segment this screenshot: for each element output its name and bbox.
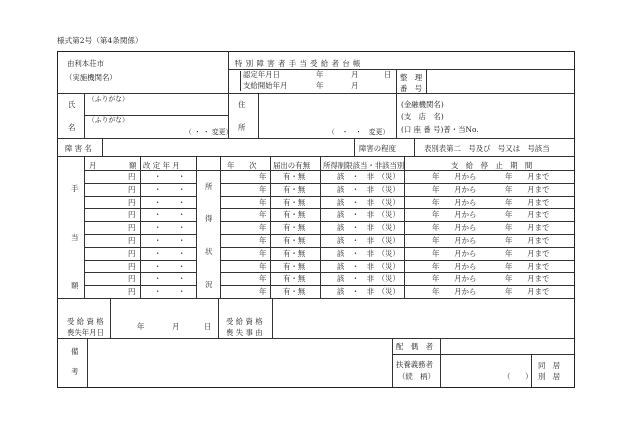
- income-report-value: 有・無: [283, 210, 306, 219]
- income-limit-value: 該 ・ 非 （災）: [337, 210, 400, 219]
- allowance-yen: 円: [128, 274, 136, 283]
- cohabit-label: 同 居: [538, 361, 561, 370]
- income-report-value: 有・無: [283, 262, 306, 271]
- rule-horizontal: [84, 221, 196, 222]
- revision-dot-1: ・: [154, 274, 162, 283]
- income-limit-value: 該 ・ 非 （災）: [337, 236, 400, 245]
- income-year-unit: 年: [259, 185, 267, 194]
- name-label-1: 氏: [68, 100, 76, 109]
- revision-dot-2: ・: [178, 210, 186, 219]
- income-side-1: 所: [205, 182, 213, 191]
- suspension-from: 年 月から: [432, 236, 477, 245]
- revision-dot-2: ・: [178, 236, 186, 245]
- name-change: （ ・ ・ 変更）: [185, 128, 233, 136]
- income-year-unit: 年: [259, 249, 267, 258]
- income-year-unit: 年: [259, 262, 267, 271]
- rule-horizontal: [220, 196, 574, 197]
- rule-vertical: [110, 298, 111, 338]
- payment-month: 月: [351, 81, 359, 90]
- furigana-1: （ふりがな）: [88, 95, 129, 103]
- allowance-yen: 円: [128, 249, 136, 258]
- suspension-from: 年 月から: [432, 223, 477, 232]
- allowance-yen: 円: [128, 223, 136, 232]
- col-amount-label: 額: [129, 161, 137, 170]
- rule-vertical: [87, 338, 88, 387]
- income-limit-value: 該 ・ 非 （災）: [337, 262, 400, 271]
- cert-day: 日: [384, 70, 392, 79]
- allowance-side-3: 額: [71, 281, 79, 290]
- loss-month: 月: [172, 322, 180, 331]
- rule-vertical: [228, 51, 229, 93]
- income-report-value: 有・無: [283, 287, 306, 296]
- number-label-2: 番 号: [400, 84, 423, 93]
- income-side-3: 状: [205, 247, 213, 256]
- rule-horizontal: [57, 298, 574, 299]
- cert-month: 月: [351, 70, 359, 79]
- rule-horizontal: [392, 354, 574, 355]
- revision-dot-1: ・: [154, 172, 162, 181]
- rule-horizontal: [84, 208, 196, 209]
- loss-label-2: 喪失年月日: [67, 328, 104, 337]
- suspension-to: 年 月まで: [505, 274, 550, 283]
- income-side-2: 得: [205, 214, 213, 223]
- rule-horizontal: [57, 93, 574, 94]
- income-limit-value: 該 ・ 非 （災）: [337, 287, 400, 296]
- income-year-unit: 年: [259, 274, 267, 283]
- income-report-value: 有・無: [283, 249, 306, 258]
- allowance-yen: 円: [128, 287, 136, 296]
- revision-dot-2: ・: [178, 185, 186, 194]
- rule-horizontal: [84, 247, 196, 248]
- col-year-label: 年 次: [227, 161, 257, 170]
- rule-vertical: [270, 156, 271, 298]
- address-change: （ ・ ・ 変更）: [328, 128, 390, 136]
- revision-dot-2: ・: [178, 287, 186, 296]
- cert-date-label: 認定年月日: [243, 70, 280, 79]
- address-label-1: 住: [238, 100, 246, 109]
- rule-vertical: [220, 156, 221, 298]
- allowance-side-2: 当: [71, 233, 79, 242]
- allowance-yen: 円: [128, 236, 136, 245]
- rule-horizontal: [220, 260, 574, 261]
- rule-vertical: [404, 156, 405, 298]
- income-year-unit: 年: [259, 172, 267, 181]
- rule-vertical: [258, 93, 259, 138]
- revision-dot-1: ・: [154, 185, 162, 194]
- suspension-to: 年 月まで: [505, 172, 550, 181]
- rule-vertical: [354, 138, 355, 156]
- rule-vertical: [102, 138, 103, 156]
- suspension-to: 年 月まで: [505, 185, 550, 194]
- col-report-label: 届出の有無: [273, 161, 310, 170]
- allowance-yen: 円: [128, 198, 136, 207]
- bank-name-label: (金融機関名): [401, 100, 444, 109]
- suspension-from: 年 月から: [432, 185, 477, 194]
- income-year-unit: 年: [259, 236, 267, 245]
- remarks-label-2: 考: [71, 367, 79, 376]
- rule-horizontal: [84, 272, 196, 273]
- rule-vertical: [392, 338, 393, 387]
- revision-dot-1: ・: [154, 236, 162, 245]
- suspension-from: 年 月から: [432, 198, 477, 207]
- allowance-side-1: 手: [71, 184, 79, 193]
- revision-dot-1: ・: [154, 210, 162, 219]
- income-year-unit: 年: [259, 287, 267, 296]
- rule-horizontal: [57, 51, 575, 52]
- suspension-to: 年 月まで: [505, 198, 550, 207]
- suspension-to: 年 月まで: [505, 223, 550, 232]
- rule-horizontal: [84, 260, 196, 261]
- income-report-value: 有・無: [283, 185, 306, 194]
- revision-dot-1: ・: [154, 198, 162, 207]
- income-side-4: 況: [205, 280, 213, 289]
- rule-vertical: [396, 69, 397, 93]
- disability-degree-label: 障害の程度: [359, 144, 396, 153]
- suspension-from: 年 月から: [432, 262, 477, 271]
- suspension-to: 年 月まで: [505, 236, 550, 245]
- revision-dot-1: ・: [154, 262, 162, 271]
- spouse-label: 配 偶 者: [396, 342, 433, 351]
- suspension-to: 年 月まで: [505, 210, 550, 219]
- loss-day: 日: [204, 322, 212, 331]
- rule-horizontal: [84, 234, 196, 235]
- revision-dot-2: ・: [178, 198, 186, 207]
- rule-horizontal: [57, 338, 574, 339]
- revision-dot-2: ・: [178, 223, 186, 232]
- revision-dot-2: ・: [178, 249, 186, 258]
- loss-reason-1: 受 給 資 格: [226, 317, 263, 326]
- suspension-to: 年 月まで: [505, 249, 550, 258]
- suspension-from: 年 月から: [432, 210, 477, 219]
- income-report-value: 有・無: [283, 236, 306, 245]
- rule-horizontal: [220, 183, 574, 184]
- income-limit-value: 該 ・ 非 （災）: [337, 249, 400, 258]
- col-limit-label: 所得制限該当・非該当別: [323, 161, 405, 170]
- rule-horizontal: [220, 285, 574, 286]
- rule-vertical: [320, 156, 321, 298]
- rule-vertical: [240, 71, 241, 91]
- rule-vertical: [396, 93, 397, 138]
- allowance-yen: 円: [128, 210, 136, 219]
- rule-vertical: [531, 354, 532, 387]
- suspension-from: 年 月から: [432, 249, 477, 258]
- income-report-value: 有・無: [283, 198, 306, 207]
- rule-horizontal: [220, 272, 574, 273]
- rule-vertical: [218, 298, 219, 338]
- allowance-yen: 円: [128, 172, 136, 181]
- name-label-2: 名: [68, 123, 76, 132]
- rule-horizontal: [84, 285, 196, 286]
- rule-horizontal: [84, 170, 574, 171]
- rule-horizontal: [57, 387, 575, 388]
- suspension-to: 年 月まで: [505, 287, 550, 296]
- payment-year: 年: [316, 81, 324, 90]
- revision-dot-2: ・: [178, 172, 186, 181]
- dependent-label-1: 扶養義務者: [396, 360, 433, 369]
- disability-name-label: 障 害 名: [65, 144, 92, 153]
- rule-vertical: [140, 156, 141, 298]
- separate-label: 別 居: [538, 372, 561, 381]
- rule-vertical: [272, 298, 273, 338]
- income-report-value: 有・無: [283, 223, 306, 232]
- ledger-title: 特 別 障 害 者 手 当 受 給 者 台 帳: [235, 59, 362, 68]
- rule-vertical: [414, 138, 415, 156]
- rule-horizontal: [220, 208, 574, 209]
- furigana-2: （ふりがな）: [88, 116, 129, 124]
- revision-dot-1: ・: [154, 249, 162, 258]
- income-year-unit: 年: [259, 198, 267, 207]
- cert-year: 年: [316, 70, 324, 79]
- rule-vertical: [196, 156, 197, 298]
- suspension-from: 年 月から: [432, 172, 477, 181]
- loss-reason-2: 喪 失 事 由: [226, 328, 263, 337]
- dependent-paren: （ ）: [503, 372, 533, 381]
- allowance-yen: 円: [128, 262, 136, 271]
- rule-horizontal: [220, 247, 574, 248]
- agency-label: （実施機関名）: [65, 73, 117, 82]
- revision-dot-2: ・: [178, 262, 186, 271]
- rule-vertical: [426, 69, 427, 93]
- suspension-to: 年 月まで: [505, 262, 550, 271]
- loss-label-1: 受 給 資 格: [67, 317, 104, 326]
- rule-horizontal: [84, 196, 196, 197]
- number-label: 整 理: [400, 73, 423, 82]
- form-label: 様式第2号（第4条関係）: [57, 36, 143, 45]
- remarks-label-1: 備: [71, 347, 79, 356]
- allowance-yen: 円: [128, 185, 136, 194]
- city-name: 由利本荘市: [67, 59, 104, 68]
- rule-vertical: [84, 156, 85, 298]
- loss-year: 年: [137, 322, 145, 331]
- rule-horizontal: [84, 183, 196, 184]
- income-year-unit: 年: [259, 223, 267, 232]
- income-report-value: 有・無: [283, 274, 306, 283]
- col-month-label: 月: [89, 161, 97, 170]
- income-limit-value: 該 ・ 非 （災）: [337, 223, 400, 232]
- branch-label: (支 店 名): [401, 112, 444, 121]
- suspension-from: 年 月から: [432, 274, 477, 283]
- disability-degree-text: 表別表第二 号及び 号又は 号該当: [424, 144, 550, 153]
- address-label-2: 所: [238, 123, 246, 132]
- revision-dot-2: ・: [178, 274, 186, 283]
- income-limit-value: 該 ・ 非 （災）: [337, 185, 400, 194]
- suspension-from: 年 月から: [432, 287, 477, 296]
- income-limit-value: 該 ・ 非 （災）: [337, 274, 400, 283]
- suspension-title: 支 給 停 止 期 間: [451, 161, 533, 170]
- income-limit-value: 該 ・ 非 （災）: [337, 172, 400, 181]
- col-revision-label: 改 定 年 月: [143, 161, 180, 170]
- payment-start-label: 支給開始年月: [243, 81, 288, 90]
- income-report-value: 有・無: [283, 172, 306, 181]
- rule-horizontal: [220, 221, 574, 222]
- dependent-label-2: （続 柄）: [398, 372, 435, 381]
- rule-horizontal: [220, 234, 574, 235]
- rule-vertical: [574, 51, 575, 388]
- rule-horizontal: [57, 156, 574, 157]
- rule-vertical: [440, 338, 441, 387]
- revision-dot-1: ・: [154, 223, 162, 232]
- account-label: (口 座 番 号)普・当No.: [401, 125, 479, 134]
- rule-horizontal: [57, 138, 574, 139]
- revision-dot-1: ・: [154, 287, 162, 296]
- income-year-unit: 年: [259, 210, 267, 219]
- income-limit-value: 該 ・ 非 （災）: [337, 198, 400, 207]
